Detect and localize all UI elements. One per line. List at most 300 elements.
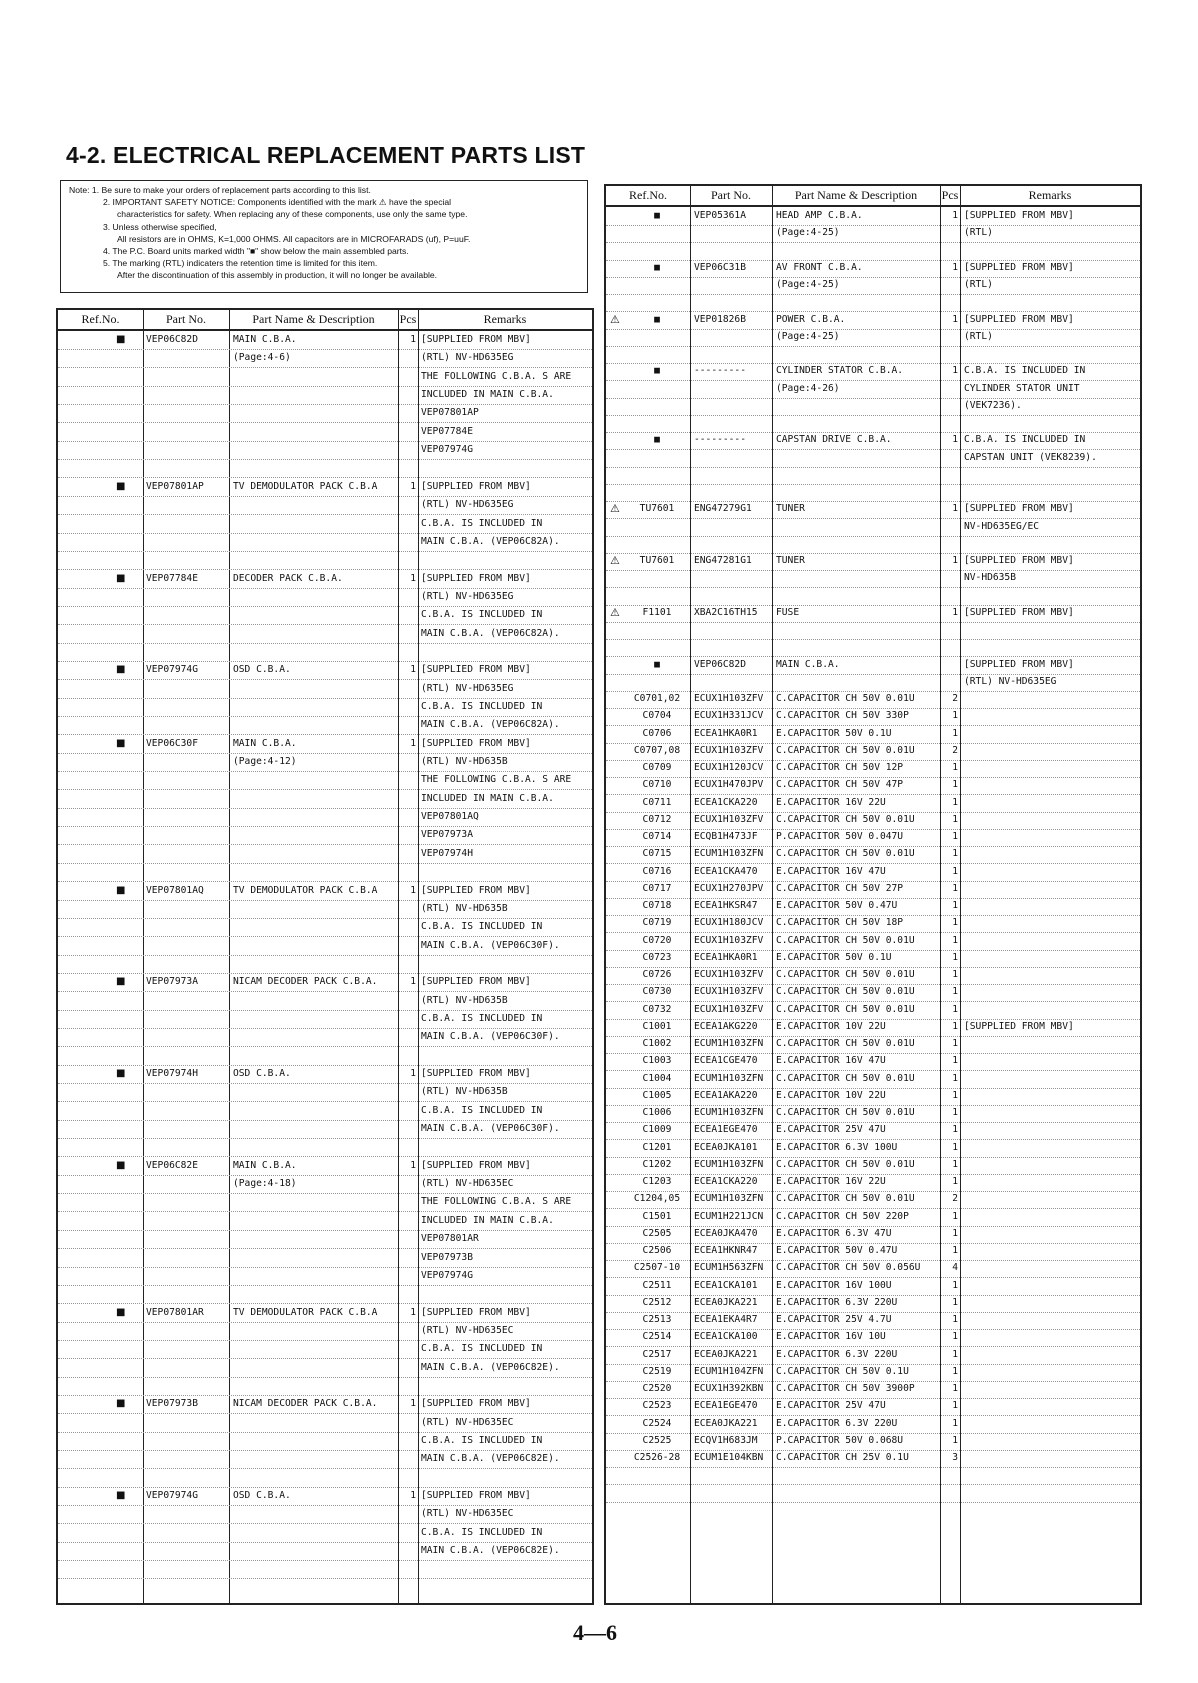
ref-number	[626, 638, 688, 656]
part-number: ECUX1H103ZFV	[694, 744, 764, 756]
part-description: (Page:4-6)	[233, 352, 291, 364]
table-row	[606, 1242, 1140, 1261]
remarks: (RTL) NV-HD635EG	[421, 682, 514, 694]
ref-number: C1001	[642, 1020, 672, 1032]
pcs	[399, 1175, 416, 1193]
part-description: C.CAPACITOR CH 50V 0.01U	[776, 1038, 915, 1049]
ref-number: C2526-28	[633, 1452, 681, 1463]
pcs: 1	[952, 1107, 958, 1118]
part-number	[146, 1083, 228, 1101]
header-part: Part No.	[166, 312, 206, 326]
part-number	[146, 1193, 228, 1211]
remarks	[964, 1466, 1140, 1484]
remarks: (RTL) NV-HD635B	[421, 756, 508, 768]
safety-mark	[610, 1294, 626, 1312]
safety-mark	[610, 449, 626, 467]
safety-mark: ⚠	[610, 502, 620, 516]
part-description	[233, 625, 397, 643]
part-description: E.CAPACITOR 50V 0.1U	[776, 727, 892, 739]
pcs	[399, 533, 416, 551]
part-number	[146, 1047, 228, 1065]
part-description: E.CAPACITOR 16V 47U	[776, 1055, 886, 1067]
pcs	[399, 1469, 416, 1487]
remarks	[964, 707, 1140, 725]
part-number: ECEA1CKA220	[694, 796, 758, 808]
safety-mark	[610, 863, 626, 881]
part-number	[146, 992, 228, 1010]
pcs	[399, 1524, 416, 1542]
table-row	[58, 1028, 592, 1047]
ref-mark	[116, 698, 140, 716]
ref-number: ■	[654, 658, 660, 670]
remarks: CYLINDER STATOR UNIT	[964, 382, 1080, 394]
table-row	[606, 1380, 1140, 1399]
pcs: 1	[952, 796, 958, 808]
table-row	[606, 483, 1140, 502]
part-description: E.CAPACITOR 6.3V 220U	[776, 1348, 898, 1360]
ref-mark	[116, 1193, 140, 1211]
table-row	[606, 880, 1140, 899]
table-row	[606, 397, 1140, 416]
remarks	[964, 725, 1140, 743]
ref-number	[626, 587, 688, 605]
pcs: 4	[952, 1262, 958, 1274]
pcs	[399, 1249, 416, 1267]
ref-mark	[116, 863, 140, 881]
part-description	[233, 1285, 397, 1303]
pcs	[399, 496, 416, 514]
table-row	[58, 1524, 592, 1543]
remarks: C.B.A. IS INCLUDED IN	[964, 434, 1086, 446]
table-row	[58, 790, 592, 809]
part-number	[146, 1102, 228, 1120]
remarks: VEP07974G	[421, 444, 473, 456]
table-row	[606, 1363, 1140, 1382]
pcs: 1	[952, 1020, 958, 1032]
table-row	[58, 937, 592, 956]
part-description	[233, 441, 397, 459]
table-row	[58, 1285, 592, 1304]
part-description: E.CAPACITOR 6.3V 47U	[776, 1227, 892, 1239]
table-row	[58, 588, 592, 607]
part-description: E.CAPACITOR 6.3V 220U	[776, 1296, 898, 1308]
pcs	[399, 1267, 416, 1285]
remarks	[421, 1138, 591, 1156]
table-row	[58, 1469, 592, 1488]
part-description	[233, 1359, 397, 1377]
table-row	[606, 328, 1140, 347]
part-description: C.CAPACITOR CH 50V 0.01U	[776, 813, 915, 825]
pcs	[399, 515, 416, 533]
pcs: 1	[952, 1417, 958, 1429]
table-row	[606, 1277, 1140, 1296]
part-description	[233, 1322, 397, 1340]
ref-number: C2519	[642, 1365, 672, 1377]
ref-mark: ■	[116, 1068, 126, 1079]
pcs	[941, 656, 958, 674]
remarks: (RTL) NV-HD635EG	[964, 675, 1057, 687]
ref-number: C0723	[642, 951, 672, 963]
part-number	[694, 1466, 772, 1484]
part-number: ECUX1H103ZFV	[694, 969, 764, 980]
part-number: ECEA1EKA4R7	[694, 1314, 758, 1325]
table-row	[606, 1121, 1140, 1140]
remarks	[964, 1156, 1140, 1174]
pcs	[399, 349, 416, 367]
table-row	[606, 1018, 1140, 1037]
pcs	[399, 1047, 416, 1065]
ref-mark	[116, 1047, 140, 1065]
table-row	[58, 716, 592, 735]
part-number: VEP07801AQ	[146, 884, 204, 896]
table-row	[606, 1139, 1140, 1158]
ref-number: ■	[654, 434, 660, 446]
part-number	[146, 790, 228, 808]
safety-mark	[610, 914, 626, 932]
pcs	[941, 242, 958, 260]
ref-mark: ■	[116, 737, 126, 749]
ref-mark	[116, 1414, 140, 1432]
safety-mark	[610, 1018, 626, 1036]
ref-mark: ■	[116, 976, 126, 988]
safety-mark	[610, 207, 626, 225]
remarks	[964, 1173, 1140, 1191]
safety-mark	[610, 259, 626, 277]
ref-number	[626, 397, 688, 415]
remarks: [SUPPLIED FROM MBV]	[421, 1159, 531, 1171]
part-number	[146, 1230, 228, 1248]
part-number	[694, 224, 772, 242]
table-row	[606, 380, 1140, 399]
part-description	[233, 1267, 397, 1285]
header-pcs: Pcs	[399, 312, 417, 326]
pcs	[941, 276, 958, 294]
part-description: C.CAPACITOR CH 50V 0.01U	[776, 934, 915, 946]
part-number	[146, 1377, 228, 1395]
part-number	[146, 459, 228, 477]
part-description	[233, 1212, 397, 1230]
remarks: C.B.A. IS INCLUDED IN	[421, 517, 543, 529]
remarks: C.B.A. IS INCLUDED IN	[421, 701, 543, 712]
remarks	[964, 1328, 1140, 1346]
ref-mark	[116, 1359, 140, 1377]
remarks	[964, 1104, 1140, 1122]
remarks: NV-HD635B	[964, 572, 1016, 584]
ref-mark	[116, 1524, 140, 1542]
pcs	[399, 1083, 416, 1101]
part-description	[233, 937, 397, 955]
part-description	[233, 551, 397, 569]
safety-mark	[610, 1449, 626, 1467]
ref-number: C2506	[642, 1245, 672, 1256]
ref-number	[626, 224, 688, 242]
table-row	[58, 1138, 592, 1157]
safety-mark	[610, 293, 626, 311]
part-description	[233, 955, 397, 973]
part-description	[233, 1230, 397, 1248]
part-description: E.CAPACITOR 50V 0.47U	[776, 900, 898, 911]
part-description: TUNER	[776, 555, 805, 566]
part-description	[776, 621, 938, 639]
part-number	[146, 1469, 228, 1487]
remarks	[964, 1380, 1140, 1398]
note-line: After the discontinuation of this assembly in production, it will no longer be available.	[117, 270, 438, 281]
note-line: 2. IMPORTANT SAFETY NOTICE: Components identified with the mark ⚠ have the special	[103, 197, 452, 208]
part-number	[146, 441, 228, 459]
part-number: ECUX1H392KBN	[694, 1383, 764, 1394]
ref-mark	[116, 1212, 140, 1230]
remarks: (RTL) NV-HD635EC	[421, 1324, 514, 1336]
table-row	[58, 1230, 592, 1249]
pcs	[941, 345, 958, 363]
safety-mark	[610, 880, 626, 898]
safety-mark	[610, 983, 626, 1001]
part-number	[146, 716, 228, 734]
pcs: 1	[952, 848, 958, 860]
safety-mark	[610, 725, 626, 743]
remarks	[964, 983, 1140, 1001]
part-description	[233, 533, 397, 551]
safety-mark	[610, 656, 626, 674]
pcs: 1	[952, 986, 958, 998]
ref-number: C1004	[642, 1072, 672, 1084]
table-row	[58, 698, 592, 717]
remarks	[964, 776, 1140, 794]
pcs	[399, 386, 416, 404]
part-description	[233, 606, 397, 624]
safety-mark	[610, 1277, 626, 1295]
remarks: VEP07973A	[421, 829, 473, 841]
remarks	[964, 1449, 1140, 1467]
ref-mark	[116, 515, 140, 533]
table-row	[58, 331, 592, 350]
pcs: 1	[952, 1383, 958, 1394]
ref-mark: ■	[116, 334, 126, 345]
ref-mark	[116, 643, 140, 661]
part-number: ECEA1HKNR47	[694, 1245, 758, 1256]
part-number: VEP07973A	[146, 976, 198, 988]
part-number	[146, 1285, 228, 1303]
pcs: 1	[952, 210, 958, 221]
part-number	[146, 771, 228, 789]
ref-number: C0709	[642, 762, 672, 773]
part-number	[694, 449, 772, 467]
table-row	[58, 661, 592, 680]
ref-number: C1009	[642, 1124, 672, 1136]
part-description	[233, 386, 397, 404]
part-description	[233, 1102, 397, 1120]
safety-mark	[610, 1190, 626, 1208]
pcs	[941, 397, 958, 415]
remarks: (RTL)	[964, 227, 993, 239]
ref-number: C1005	[642, 1089, 672, 1101]
ref-number: C2511	[642, 1279, 672, 1291]
ref-number	[626, 621, 688, 639]
table-row	[58, 606, 592, 625]
remarks	[964, 1311, 1140, 1329]
safety-mark	[610, 1311, 626, 1329]
ref-number	[626, 345, 688, 363]
part-description: E.CAPACITOR 50V 0.1U	[776, 951, 892, 963]
note-line: 3. Unless otherwise specified,	[103, 221, 217, 232]
pcs: 1	[952, 865, 958, 877]
ref-number: C2517	[642, 1348, 672, 1360]
remarks	[964, 1277, 1140, 1295]
remarks: MAIN C.B.A. (VEP06C82E).	[421, 1545, 560, 1557]
part-description	[233, 423, 397, 441]
part-description	[776, 587, 938, 605]
ref-mark	[116, 1469, 140, 1487]
ref-number	[626, 414, 688, 432]
safety-mark	[610, 1001, 626, 1019]
table-row	[58, 845, 592, 864]
ref-number	[626, 673, 688, 691]
part-number: VEP07973B	[146, 1398, 198, 1410]
table-row	[606, 725, 1140, 744]
ref-mark: ■	[116, 480, 126, 492]
ref-mark	[116, 1267, 140, 1285]
table-row	[58, 368, 592, 387]
safety-mark	[610, 483, 626, 501]
ref-number: TU7601	[639, 503, 675, 515]
part-description: C.CAPACITOR CH 50V 0.01U	[776, 986, 915, 998]
table-row	[606, 207, 1140, 226]
table-row	[58, 1560, 592, 1579]
remarks	[964, 949, 1140, 967]
part-number	[146, 1138, 228, 1156]
part-number: ECUX1H103ZFV	[694, 986, 764, 998]
table-row	[606, 794, 1140, 813]
part-number: VEP07801AP	[146, 480, 204, 492]
part-number: ECUX1H120JCV	[694, 762, 764, 773]
part-description: MAIN C.B.A.	[776, 658, 840, 670]
table-row	[606, 362, 1140, 381]
part-description: MAIN C.B.A.	[233, 737, 297, 749]
remarks	[964, 1208, 1140, 1226]
table-row	[58, 1267, 592, 1286]
ref-number: C2507-10	[633, 1262, 681, 1274]
ref-number: C1201	[642, 1141, 672, 1153]
pcs	[399, 459, 416, 477]
part-description: C.CAPACITOR CH 50V 0.01U	[776, 1072, 915, 1084]
ref-mark: ■	[116, 1306, 126, 1318]
safety-mark	[610, 1104, 626, 1122]
table-row	[606, 242, 1140, 261]
table-row	[58, 1322, 592, 1341]
part-description	[776, 535, 938, 553]
table-row	[606, 431, 1140, 450]
part-description: OSD C.B.A.	[233, 664, 291, 676]
part-description	[233, 588, 397, 606]
ref-mark	[116, 625, 140, 643]
remarks	[964, 1001, 1140, 1019]
part-number: ECEA0JKA221	[694, 1417, 758, 1429]
remarks	[964, 1087, 1140, 1105]
part-description: NICAM DECODER PACK C.B.A.	[233, 976, 378, 988]
part-description	[776, 242, 938, 260]
ref-mark	[116, 459, 140, 477]
table-row	[58, 900, 592, 919]
part-description: E.CAPACITOR 25V 47U	[776, 1124, 886, 1136]
part-number	[146, 1028, 228, 1046]
remarks: (RTL)	[964, 330, 993, 342]
safety-mark	[610, 1052, 626, 1070]
ref-mark	[116, 1432, 140, 1450]
part-number: ECEA1CKA220	[694, 1176, 758, 1187]
remarks: VEP07974G	[421, 1269, 473, 1281]
ref-mark	[116, 1285, 140, 1303]
pcs	[399, 1285, 416, 1303]
ref-mark	[116, 1028, 140, 1046]
pcs	[941, 449, 958, 467]
table-row	[58, 404, 592, 423]
part-description	[233, 918, 397, 936]
pcs: 1	[410, 572, 416, 584]
ref-number: C2512	[642, 1296, 672, 1308]
ref-mark	[116, 1175, 140, 1193]
part-number: ECEA1AKG220	[694, 1020, 758, 1032]
remarks: CAPSTAN UNIT (VEK8239).	[964, 451, 1097, 463]
remarks	[964, 1432, 1140, 1450]
part-number	[694, 242, 772, 260]
remarks	[421, 1047, 591, 1065]
safety-mark	[610, 949, 626, 967]
remarks: MAIN C.B.A. (VEP06C82A).	[421, 535, 560, 547]
remarks	[964, 828, 1140, 846]
ref-number	[626, 293, 688, 311]
part-number: ENG47279G1	[694, 503, 752, 515]
left-parts-table	[56, 308, 594, 1605]
remarks: [SUPPLIED FROM MBV]	[964, 658, 1074, 670]
table-row	[58, 680, 592, 699]
remarks: (RTL) NV-HD635EG	[421, 499, 514, 511]
ref-mark: ■	[116, 1398, 126, 1410]
ref-number: F1101	[642, 606, 672, 618]
remarks: [SUPPLIED FROM MBV]	[964, 261, 1074, 273]
part-description: E.CAPACITOR 25V 47U	[776, 1400, 886, 1412]
ref-number	[626, 328, 688, 346]
ref-number: C0701,02	[633, 693, 681, 704]
table-row	[606, 311, 1140, 330]
part-description: E.CAPACITOR 16V 47U	[776, 865, 886, 877]
part-description	[233, 826, 397, 844]
part-number	[146, 1505, 228, 1523]
table-row	[58, 1450, 592, 1469]
pcs	[941, 535, 958, 553]
part-number	[146, 588, 228, 606]
part-number: ECUX1H103ZFV	[694, 1003, 764, 1015]
part-number	[694, 518, 772, 536]
table-row	[606, 1225, 1140, 1244]
pcs: 1	[952, 1158, 958, 1170]
remarks: MAIN C.B.A. (VEP06C82E).	[421, 1361, 560, 1373]
pcs	[399, 1212, 416, 1230]
pcs: 1	[952, 900, 958, 911]
part-description: C.CAPACITOR CH 50V 0.01U	[776, 1107, 915, 1118]
ref-mark	[116, 771, 140, 789]
safety-mark	[610, 242, 626, 260]
part-description: C.CAPACITOR CH 50V 220P	[776, 1210, 909, 1222]
remarks: [SUPPLIED FROM MBV]	[421, 884, 531, 896]
table-row	[606, 224, 1140, 243]
part-number: ECEA1CKA100	[694, 1331, 758, 1343]
ref-mark	[116, 992, 140, 1010]
table-row	[606, 604, 1140, 623]
ref-mark	[116, 753, 140, 771]
safety-mark	[610, 1466, 626, 1484]
pcs: 3	[952, 1452, 958, 1463]
table-row	[58, 1487, 592, 1506]
